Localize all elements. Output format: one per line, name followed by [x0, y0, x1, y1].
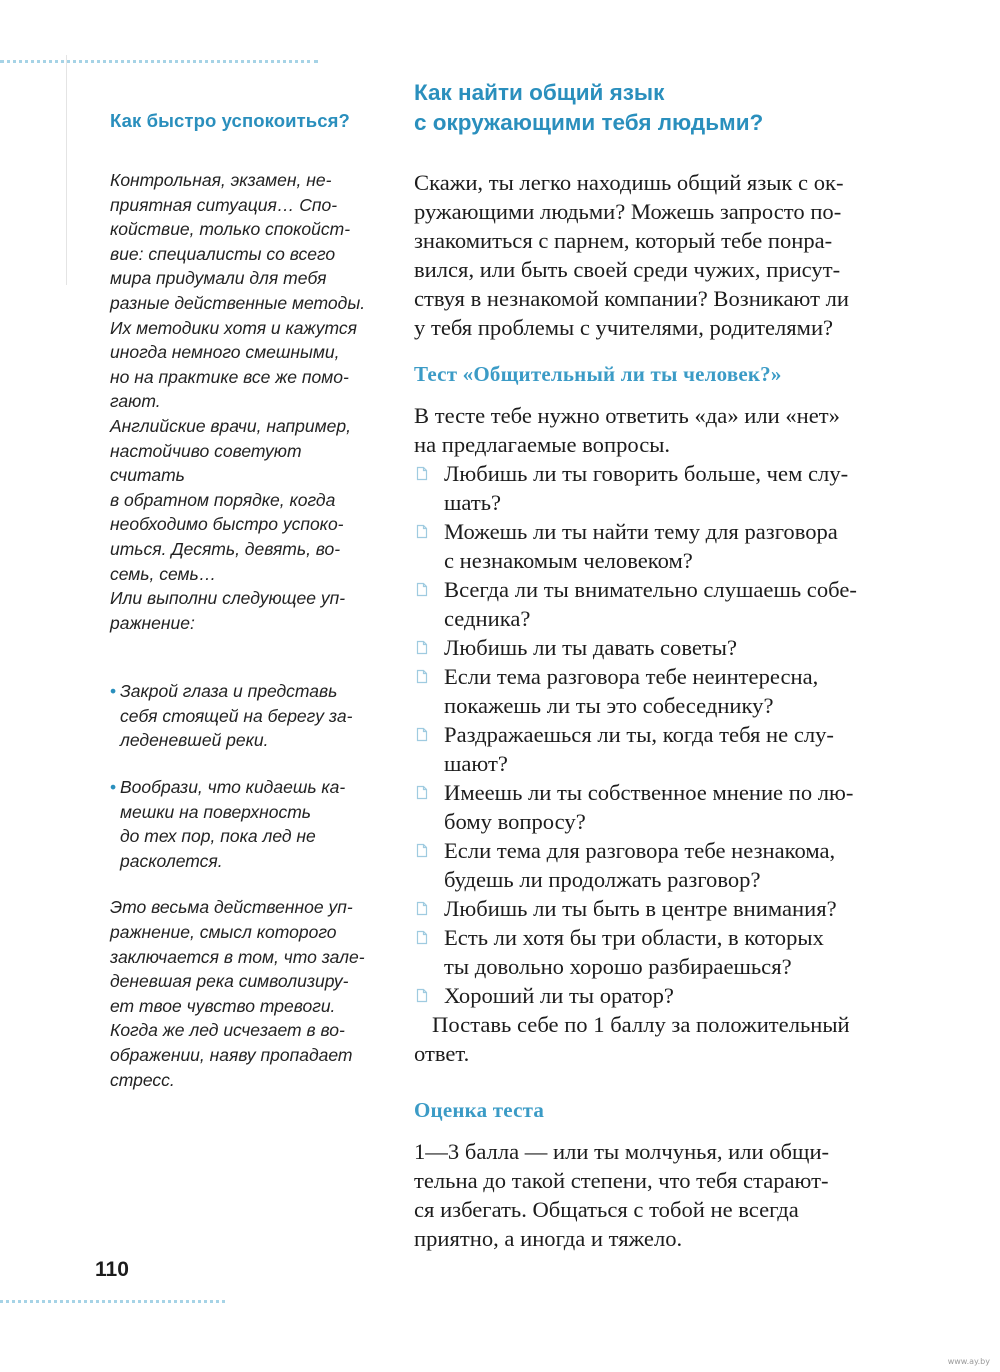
question-text: Всегда ли ты внимательно слушаешь собе- седника? [444, 577, 857, 631]
checkbox-page-icon [416, 843, 428, 858]
sidebar-bullet-text: Вообрази, что кидаешь ка- мешки на поверхность до тех пор, пока лед не расколется. [120, 777, 346, 871]
page-title-line-2: с окружающими тебя людьми? [414, 110, 764, 135]
page-number: 110 [95, 1258, 129, 1281]
question-text: Если тема для разговора тебе незнакома, будешь ли продолжать разговор? [444, 838, 836, 892]
question-text: Можешь ли ты найти тему для разговора с незнакомым человеком? [444, 519, 838, 573]
sidebar-paragraph-3: Или выполни следующее уп- ражнение: [110, 588, 346, 633]
sidebar-title: Как быстро успокоиться? [110, 110, 350, 131]
question-text: Если тема разговора тебе неинтересна, покажешь ли ты это собеседнику? [444, 664, 819, 718]
question-item [414, 836, 950, 894]
question-list [414, 459, 950, 1010]
checkbox-page-icon [416, 524, 428, 539]
question-item [414, 778, 950, 836]
question-item [414, 633, 950, 662]
checkbox-page-icon [416, 930, 428, 945]
main-column [414, 78, 950, 1253]
question-item [414, 981, 950, 1010]
question-item [414, 894, 950, 923]
evaluation-heading: Оценка теста [414, 1098, 545, 1122]
bullet-icon: • [110, 681, 117, 702]
bullet-icon: • [110, 777, 117, 798]
sidebar-bullet-2 [110, 775, 372, 873]
question-text: Любишь ли ты говорить больше, чем слу- шать? [444, 461, 849, 515]
checkbox-page-icon [416, 582, 428, 597]
checkbox-page-icon [416, 988, 428, 1003]
sidebar-bullet-text: Закрой глаза и представь себя стоящей на берегу за- леденевшей реки. [120, 681, 353, 751]
question-text: Есть ли хотя бы три области, в которых ты довольно хорошо разбираешься? [444, 925, 824, 979]
question-text: Имеешь ли ты собственное мнение по лю- бому вопросу? [444, 780, 854, 834]
evaluation-text: 1—3 балла — или ты молчунья, или общи- тельна до такой степени, что тебя старают- ся избегать. Общаться с тобой не всегда приятно, а иногда и тяжело. [414, 1139, 830, 1251]
sidebar-bullet-1 [110, 679, 372, 753]
question-item [414, 923, 950, 981]
question-text: Раздражаешься ли ты, когда тебя не слу- шают? [444, 722, 834, 776]
checkbox-page-icon [416, 785, 428, 800]
question-item [414, 662, 950, 720]
sidebar-paragraph-4: Это весьма действенное уп- ражнение, смысл которого заключается в том, что зале- деневшая река символизиру- ет твое чувство тревоги. Когда же лед исчезает в во- ображении, наяву пропадает стресс. [110, 897, 365, 1090]
question-text: Любишь ли ты давать советы? [444, 635, 737, 660]
score-instruction: Поставь себе по 1 баллу за положительный ответ. [414, 1012, 850, 1066]
page-title-line-1: Как найти общий язык [414, 80, 665, 105]
question-item [414, 459, 950, 517]
question-item [414, 720, 950, 778]
test-heading: Тест «Общительный ли ты человек?» [414, 362, 782, 386]
sidebar [110, 110, 372, 1092]
bottom-dotted-rule [0, 1300, 225, 1303]
question-text: Хороший ли ты оратор? [444, 983, 674, 1008]
test-intro: В тесте тебе нужно ответить «да» или «нет» на предлагаемые вопросы. [414, 403, 840, 457]
margin-line [66, 55, 67, 285]
question-item [414, 517, 950, 575]
checkbox-page-icon [416, 669, 428, 684]
intro-paragraph: Скажи, ты легко находишь общий язык с ок- ружающими людьми? Можешь запросто по- знакомиться с парнем, который тебе понра- вился, или быть своей среди чужих, присут- ствуя в незнакомой компании? Возникают ли у тебя проблемы с учителями, родителями? [414, 170, 850, 340]
checkbox-page-icon [416, 640, 428, 655]
page-title [414, 78, 950, 138]
question-item [414, 575, 950, 633]
sidebar-paragraph-1: Контрольная, экзамен, не- приятная ситуация… Спо- койствие, только спокойст- вие: специалисты со всего мира придумали для тебя разные действенные методы. Их методики хотя и кажутся иногда немного смешными, но на практике все же помо- гают. [110, 170, 366, 412]
checkbox-page-icon [416, 466, 428, 481]
watermark: www.ay.by [947, 1357, 990, 1366]
top-dotted-rule [0, 60, 318, 63]
question-text: Любишь ли ты быть в центре внимания? [444, 896, 837, 921]
sidebar-paragraph-2: Английские врачи, например, настойчиво советуют считать в обратном порядке, когда необходимо быстро успоко- иться. Десять, девять, во- семь, семь… [110, 415, 351, 584]
checkbox-page-icon [416, 727, 428, 742]
checkbox-page-icon [416, 901, 428, 916]
